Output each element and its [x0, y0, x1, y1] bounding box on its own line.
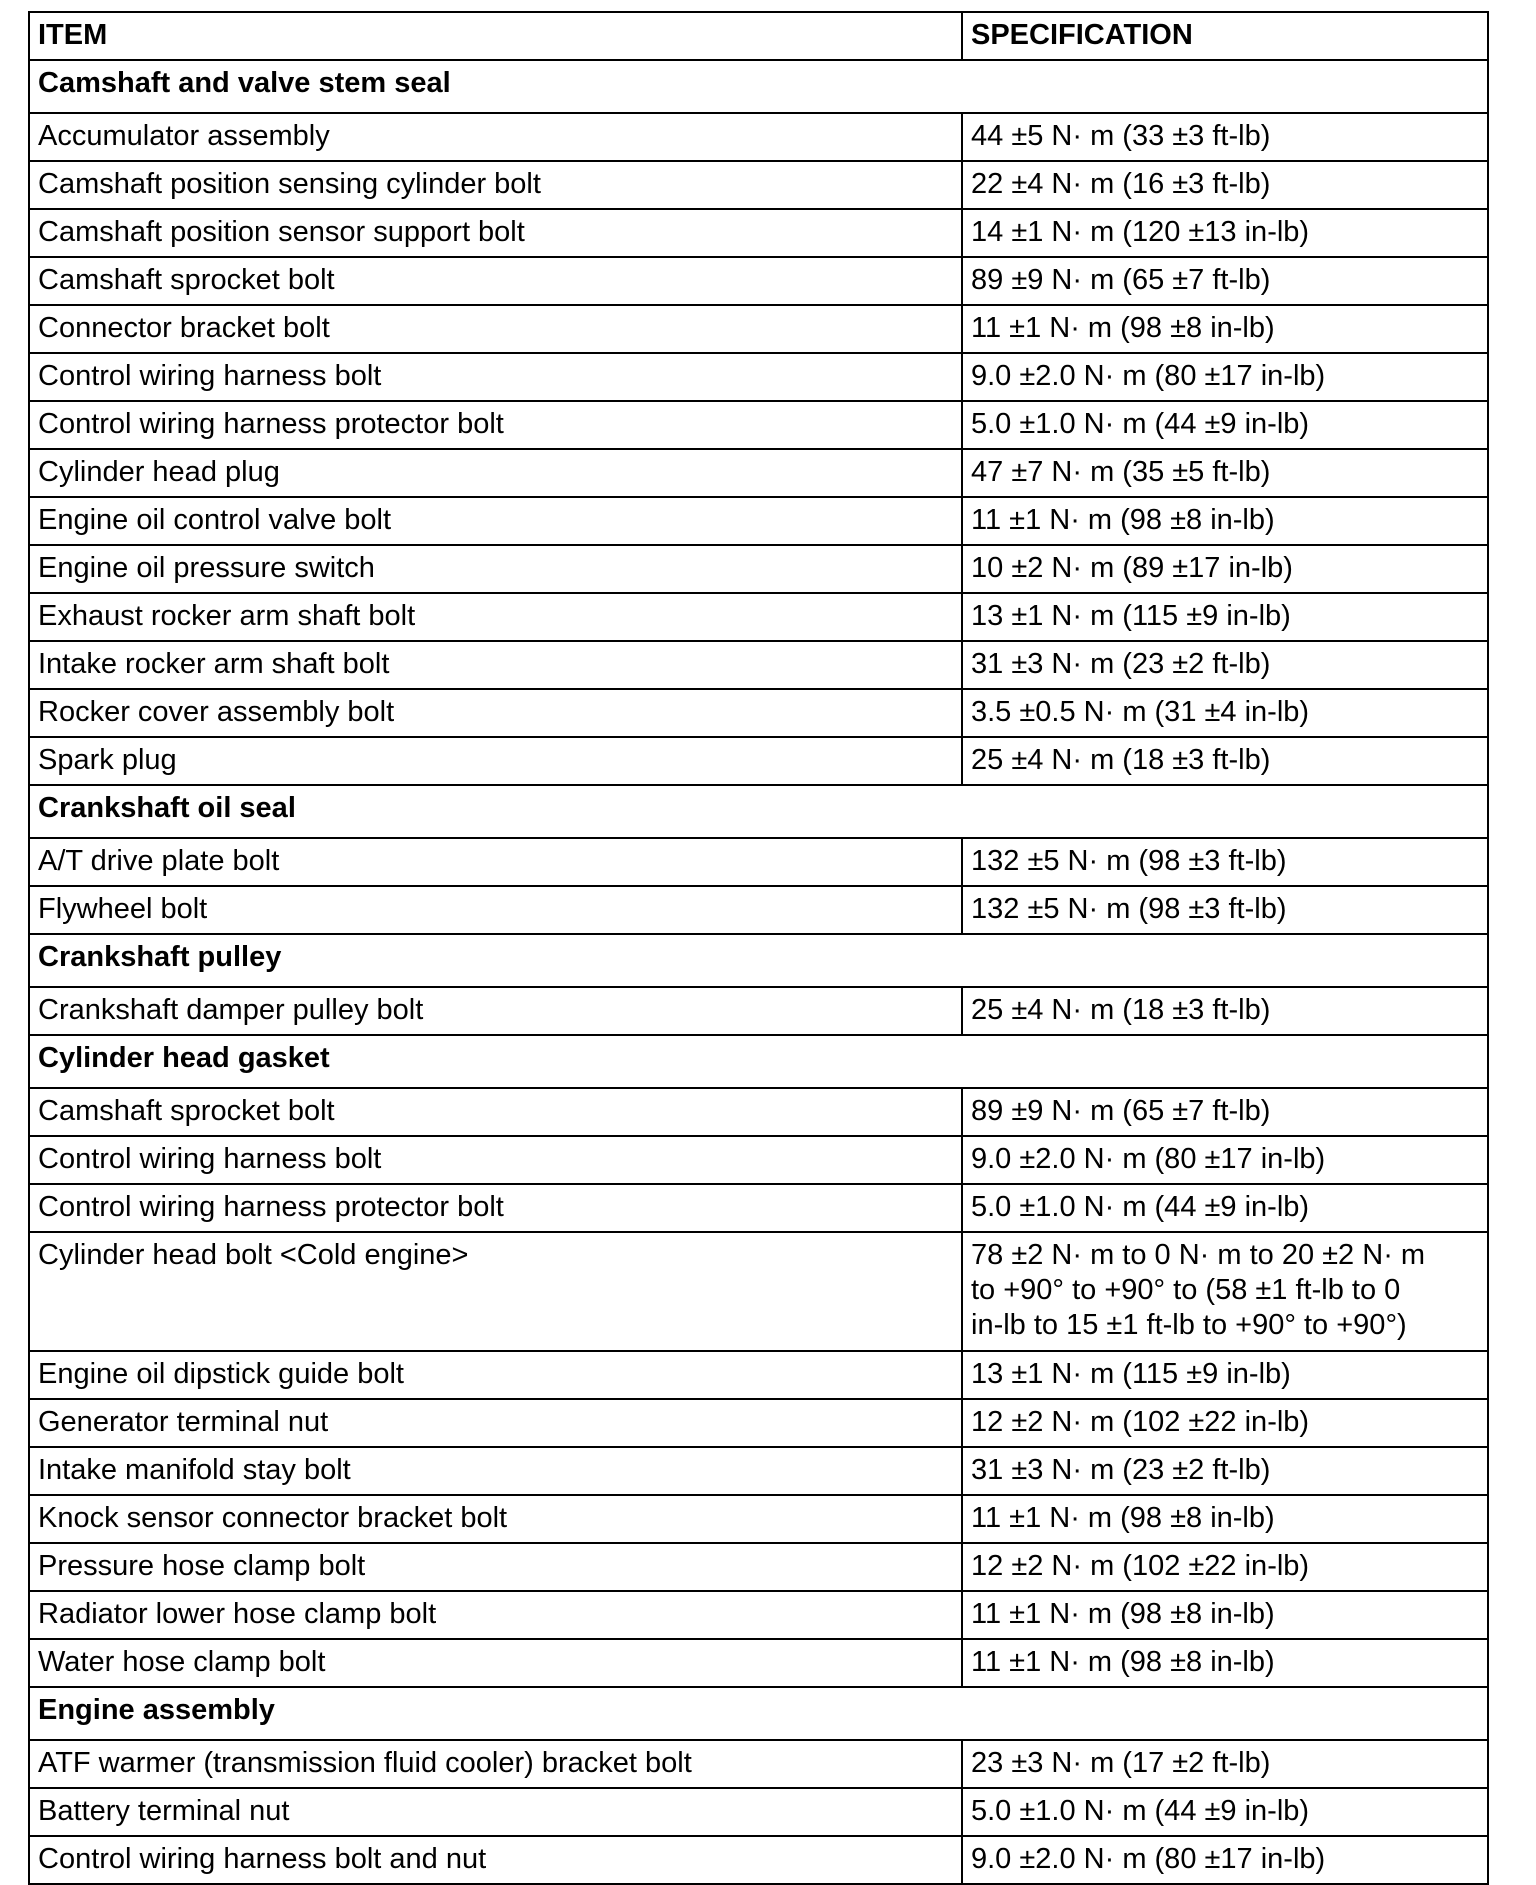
specification-cell: 44 ±5 N· m (33 ±3 ft-lb) — [962, 113, 1488, 161]
table-row — [29, 1495, 1488, 1543]
item-cell: Camshaft position sensor support bolt — [29, 209, 962, 257]
item-cell: Cylinder head bolt <Cold engine> — [29, 1232, 962, 1351]
table-row — [29, 689, 1488, 737]
table-row — [29, 545, 1488, 593]
specification-cell: 11 ±1 N· m (98 ±8 in-lb) — [962, 497, 1488, 545]
specification-cell: 11 ±1 N· m (98 ±8 in-lb) — [962, 305, 1488, 353]
section-header-row — [29, 60, 1488, 113]
item-cell: Pressure hose clamp bolt — [29, 1543, 962, 1591]
item-cell: Engine oil control valve bolt — [29, 497, 962, 545]
table-row — [29, 161, 1488, 209]
item-cell: Exhaust rocker arm shaft bolt — [29, 593, 962, 641]
item-cell: Flywheel bolt — [29, 886, 962, 934]
table-row — [29, 1184, 1488, 1232]
table-row — [29, 886, 1488, 934]
item-cell: Camshaft sprocket bolt — [29, 257, 962, 305]
specification-cell: 22 ±4 N· m (16 ±3 ft-lb) — [962, 161, 1488, 209]
specification-cell: 25 ±4 N· m (18 ±3 ft-lb) — [962, 987, 1488, 1035]
spec-table-body — [29, 12, 1488, 1884]
specification-cell: 23 ±3 N· m (17 ±2 ft-lb) — [962, 1740, 1488, 1788]
section-title: Camshaft and valve stem seal — [29, 60, 1488, 113]
table-row — [29, 838, 1488, 886]
item-cell: Spark plug — [29, 737, 962, 785]
table-row — [29, 1740, 1488, 1788]
specification-cell: 25 ±4 N· m (18 ±3 ft-lb) — [962, 737, 1488, 785]
item-cell: Crankshaft damper pulley bolt — [29, 987, 962, 1035]
table-row — [29, 401, 1488, 449]
item-cell: Control wiring harness bolt — [29, 353, 962, 401]
table-row — [29, 1088, 1488, 1136]
specification-cell: 12 ±2 N· m (102 ±22 in-lb) — [962, 1543, 1488, 1591]
specification-cell: 13 ±1 N· m (115 ±9 in-lb) — [962, 593, 1488, 641]
item-cell: Control wiring harness protector bolt — [29, 401, 962, 449]
item-cell: Camshaft sprocket bolt — [29, 1088, 962, 1136]
table-row — [29, 1399, 1488, 1447]
table-row — [29, 987, 1488, 1035]
specification-cell: 9.0 ±2.0 N· m (80 ±17 in-lb) — [962, 1836, 1488, 1884]
table-row — [29, 113, 1488, 161]
item-cell: Cylinder head plug — [29, 449, 962, 497]
specification-cell: 11 ±1 N· m (98 ±8 in-lb) — [962, 1591, 1488, 1639]
section-header-row — [29, 1035, 1488, 1088]
specification-cell: 89 ±9 N· m (65 ±7 ft-lb) — [962, 1088, 1488, 1136]
section-header-row — [29, 1687, 1488, 1740]
item-cell: Accumulator assembly — [29, 113, 962, 161]
item-cell: Water hose clamp bolt — [29, 1639, 962, 1687]
specification-cell: 11 ±1 N· m (98 ±8 in-lb) — [962, 1639, 1488, 1687]
item-cell: A/T drive plate bolt — [29, 838, 962, 886]
item-cell: Control wiring harness bolt — [29, 1136, 962, 1184]
specification-cell: 5.0 ±1.0 N· m (44 ±9 in-lb) — [962, 1184, 1488, 1232]
table-row — [29, 353, 1488, 401]
table-row — [29, 1543, 1488, 1591]
header-specification: SPECIFICATION — [962, 12, 1488, 60]
specification-cell: 31 ±3 N· m (23 ±2 ft-lb) — [962, 1447, 1488, 1495]
specification-cell: 3.5 ±0.5 N· m (31 ±4 in-lb) — [962, 689, 1488, 737]
item-cell: Control wiring harness bolt and nut — [29, 1836, 962, 1884]
specification-cell: 12 ±2 N· m (102 ±22 in-lb) — [962, 1399, 1488, 1447]
specification-cell: 132 ±5 N· m (98 ±3 ft-lb) — [962, 886, 1488, 934]
specification-cell: 78 ±2 N· m to 0 N· m to 20 ±2 N· m to +90° to +90° to (58 ±1 ft-lb to 0 in-lb to 15 ±1 ft-lb to +90° to +90°) — [962, 1232, 1488, 1351]
item-cell: Intake rocker arm shaft bolt — [29, 641, 962, 689]
table-row — [29, 737, 1488, 785]
specification-cell: 14 ±1 N· m (120 ±13 in-lb) — [962, 209, 1488, 257]
torque-spec-table — [28, 11, 1489, 1885]
section-header-row — [29, 785, 1488, 838]
specification-cell: 89 ±9 N· m (65 ±7 ft-lb) — [962, 257, 1488, 305]
table-row — [29, 497, 1488, 545]
section-title: Crankshaft oil seal — [29, 785, 1488, 838]
table-row — [29, 1232, 1488, 1351]
specification-cell: 9.0 ±2.0 N· m (80 ±17 in-lb) — [962, 1136, 1488, 1184]
table-row — [29, 1591, 1488, 1639]
table-row — [29, 209, 1488, 257]
specification-cell: 10 ±2 N· m (89 ±17 in-lb) — [962, 545, 1488, 593]
specification-cell: 9.0 ±2.0 N· m (80 ±17 in-lb) — [962, 353, 1488, 401]
item-cell: Engine oil dipstick guide bolt — [29, 1351, 962, 1399]
header-item: ITEM — [29, 12, 962, 60]
specification-cell: 132 ±5 N· m (98 ±3 ft-lb) — [962, 838, 1488, 886]
specification-cell: 5.0 ±1.0 N· m (44 ±9 in-lb) — [962, 401, 1488, 449]
table-row — [29, 1639, 1488, 1687]
specification-cell: 5.0 ±1.0 N· m (44 ±9 in-lb) — [962, 1788, 1488, 1836]
table-row — [29, 1788, 1488, 1836]
item-cell: Generator terminal nut — [29, 1399, 962, 1447]
table-row — [29, 1836, 1488, 1884]
table-row — [29, 257, 1488, 305]
item-cell: Radiator lower hose clamp bolt — [29, 1591, 962, 1639]
item-cell: Connector bracket bolt — [29, 305, 962, 353]
specification-cell: 11 ±1 N· m (98 ±8 in-lb) — [962, 1495, 1488, 1543]
section-title: Crankshaft pulley — [29, 934, 1488, 987]
specification-cell: 47 ±7 N· m (35 ±5 ft-lb) — [962, 449, 1488, 497]
specification-cell: 31 ±3 N· m (23 ±2 ft-lb) — [962, 641, 1488, 689]
item-cell: Engine oil pressure switch — [29, 545, 962, 593]
item-cell: Camshaft position sensing cylinder bolt — [29, 161, 962, 209]
table-row — [29, 1447, 1488, 1495]
table-row — [29, 305, 1488, 353]
section-title: Engine assembly — [29, 1687, 1488, 1740]
section-title: Cylinder head gasket — [29, 1035, 1488, 1088]
section-header-row — [29, 934, 1488, 987]
item-cell: Intake manifold stay bolt — [29, 1447, 962, 1495]
table-row — [29, 1351, 1488, 1399]
item-cell: ATF warmer (transmission fluid cooler) bracket bolt — [29, 1740, 962, 1788]
table-row — [29, 593, 1488, 641]
table-row — [29, 449, 1488, 497]
table-header-row — [29, 12, 1488, 60]
table-row — [29, 1136, 1488, 1184]
item-cell: Battery terminal nut — [29, 1788, 962, 1836]
table-row — [29, 641, 1488, 689]
item-cell: Control wiring harness protector bolt — [29, 1184, 962, 1232]
item-cell: Rocker cover assembly bolt — [29, 689, 962, 737]
specification-cell: 13 ±1 N· m (115 ±9 in-lb) — [962, 1351, 1488, 1399]
item-cell: Knock sensor connector bracket bolt — [29, 1495, 962, 1543]
